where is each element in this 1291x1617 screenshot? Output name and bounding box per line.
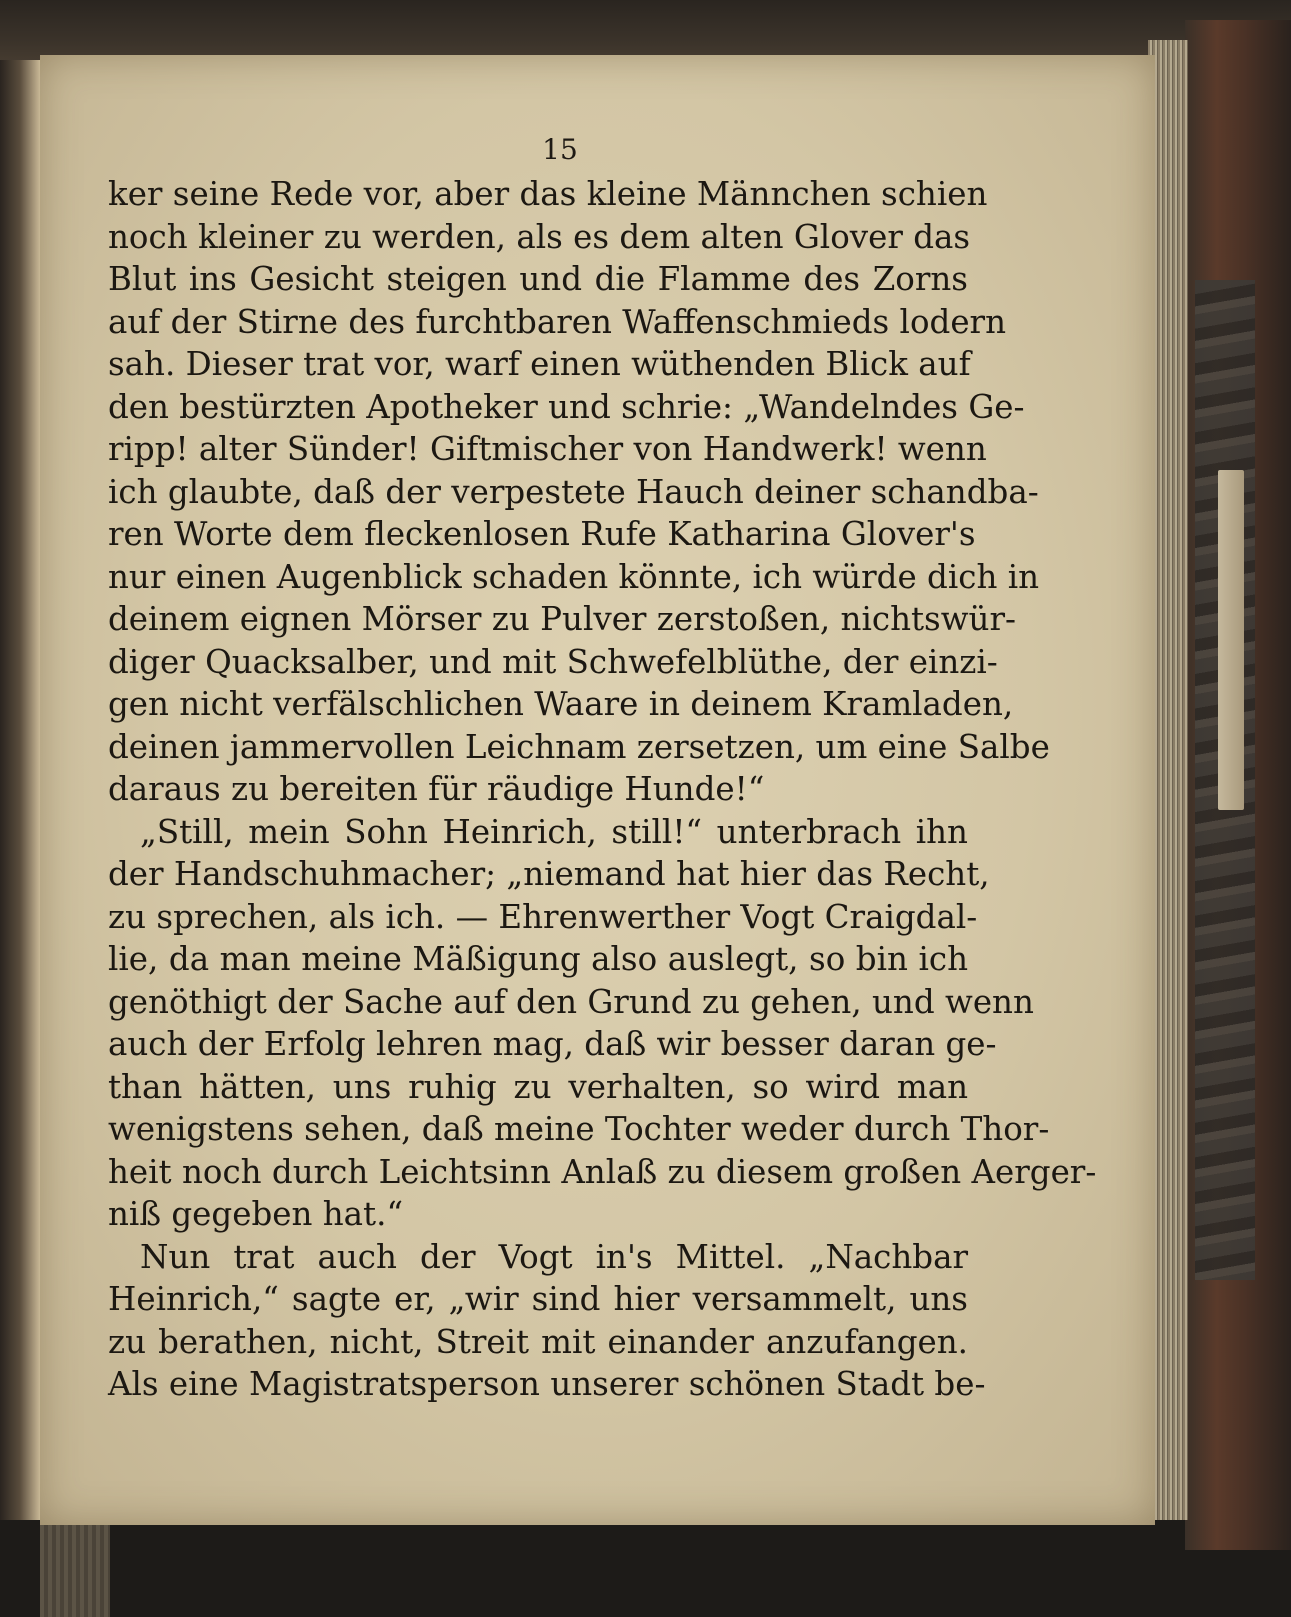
text-line: niß gegeben hat.“: [108, 1195, 404, 1233]
text-line: Heinrich,“ sagte er, „wir sind hier versammelt, uns: [108, 1280, 968, 1318]
text-line: genöthigt der Sache auf den Grund zu gehen, und wenn: [108, 982, 1034, 1021]
page-number: 15: [542, 133, 578, 166]
text-line: der Handschuhmacher; „niemand hat hier das Recht,: [108, 855, 990, 893]
text-line: zu sprechen, als ich. — Ehrenwerther Vogt Craigdal-: [108, 897, 978, 936]
text-line: lie, da man meine Mäßigung also auslegt, so bin ich: [108, 940, 968, 978]
text-line: deinem eignen Mörser zu Pulver zerstoßen, nichtswür-: [108, 600, 1017, 638]
text-line: ich glaubte, daß der verpestete Hauch deiner schandba-: [108, 472, 1039, 511]
text-line: Blut ins Gesicht steigen und die Flamme des Zorns: [108, 260, 968, 298]
text-line: „Still, mein Sohn Heinrich, still!“ unterbrach ihn: [140, 812, 968, 851]
text-line: heit noch durch Leichtsinn Anlaß zu diesem großen Aerger-: [108, 1152, 1097, 1191]
text-line: daraus zu bereiten für räudige Hunde!“: [108, 770, 765, 808]
text-line: than hätten, uns ruhig zu verhalten, so wird man: [108, 1067, 968, 1106]
bookmark-ribbon: [40, 1520, 110, 1617]
text-line: auch der Erfolg lehren mag, daß wir besser daran ge-: [108, 1025, 997, 1063]
text-line: nur einen Augenblick schaden könnte, ich würde dich in: [108, 557, 1040, 596]
text-line: auf der Stirne des furchtbaren Waffenschmieds lodern: [108, 302, 1007, 341]
text-line: deinen jammervollen Leichnam zersetzen, um eine Salbe: [108, 727, 1050, 766]
text-line: den bestürzten Apotheker und schrie: „Wandelndes Ge-: [108, 387, 1025, 426]
text-line: sah. Dieser trat vor, warf einen wüthenden Blick auf: [108, 345, 971, 383]
text-line: Nun trat auch der Vogt in's Mittel. „Nachbar: [140, 1237, 968, 1276]
text-line: zu berathen, nicht, Streit mit einander anzufangen.: [108, 1322, 968, 1361]
text-line: ren Worte dem fleckenlosen Rufe Katharina Glover's: [108, 515, 976, 553]
text-line: ker seine Rede vor, aber das kleine Männchen schien: [108, 175, 988, 213]
text-line: ripp! alter Sünder! Giftmischer von Handwerk! wenn: [108, 430, 987, 468]
text-line: wenigstens sehen, daß meine Tochter weder durch Thor-: [108, 1110, 1050, 1148]
text-line: noch kleiner zu werden, als es dem alten Glover das: [108, 217, 971, 256]
paper-tab: [1218, 470, 1244, 810]
body-text: [108, 173, 1097, 1406]
book-page: [40, 55, 1155, 1525]
text-line: Als eine Magistratsperson unserer schönen Stadt be-: [108, 1365, 986, 1403]
text-line: diger Quacksalber, und mit Schwefelblüthe, der einzi-: [108, 642, 998, 681]
book-cover-left: [0, 60, 40, 1520]
text-line: gen nicht verfälschlichen Waare in deinem Kramladen,: [108, 685, 1014, 723]
